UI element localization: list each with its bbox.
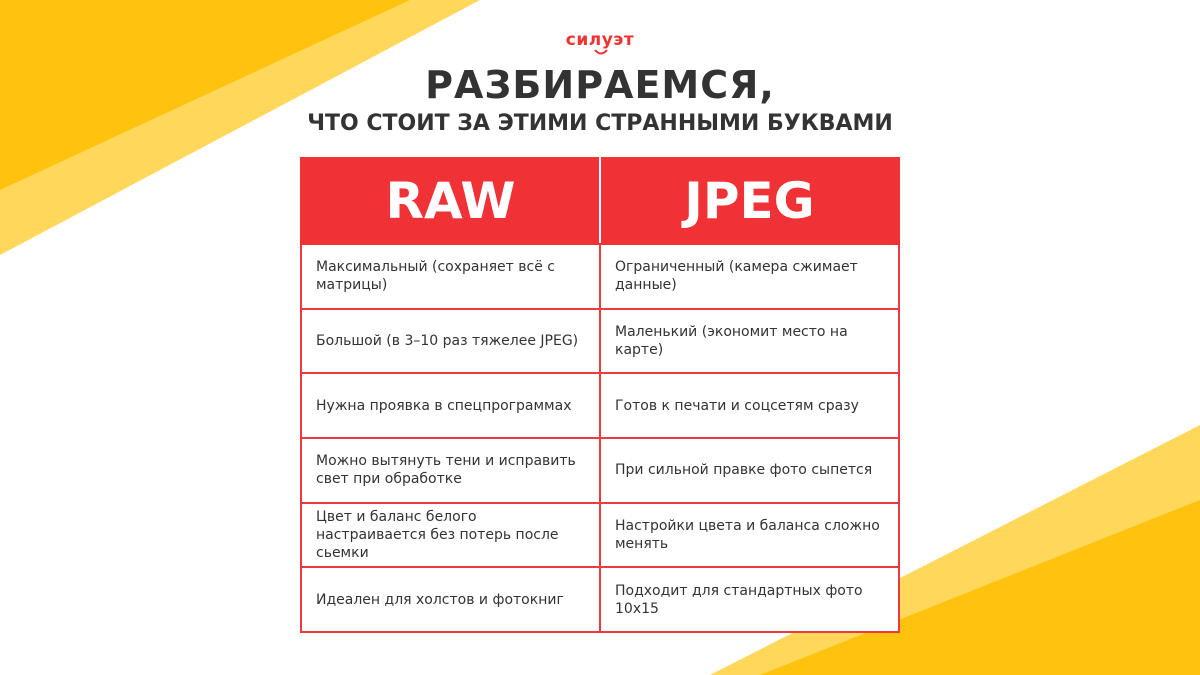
jpeg-cell: Готов к печати и соцсетям сразу [600, 373, 899, 438]
table-row [301, 244, 899, 309]
table-row [301, 567, 899, 632]
raw-cell: Нужна проявка в спецпрограммах [301, 373, 600, 438]
raw-cell: Идеален для холстов и фотокниг [301, 567, 600, 632]
comparison-table [300, 157, 900, 633]
table-row [301, 373, 899, 438]
raw-cell: Можно вытянуть тени и исправить свет при обработке [301, 438, 600, 503]
table-header-row [301, 158, 899, 244]
raw-cell: Максимальный (сохраняет всё с матрицы) [301, 244, 600, 309]
jpeg-cell: Ограниченный (камера сжимает данные) [600, 244, 899, 309]
raw-cell: Большой (в 3–10 раз тяжелее JPEG) [301, 309, 600, 374]
jpeg-cell: Подходит для стандартных фото 10х15 [600, 567, 899, 632]
header-raw: RAW [301, 158, 600, 244]
jpeg-cell: Настройки цвета и баланса сложно менять [600, 503, 899, 568]
page-subtitle: ЧТО СТОИТ ЗА ЭТИМИ СТРАННЫМИ БУКВАМИ [307, 111, 893, 136]
page-title: РАЗБИРАЕМСЯ, [425, 63, 775, 107]
brand-logo: силуэт [565, 30, 635, 50]
table-row [301, 309, 899, 374]
jpeg-cell: При сильной правке фото сыпется [600, 438, 899, 503]
header-jpeg: JPEG [600, 158, 899, 244]
table-row [301, 503, 899, 568]
table-row [301, 438, 899, 503]
raw-cell: Цвет и баланс белого настраивается без потерь после сьемки [301, 503, 600, 568]
jpeg-cell: Маленький (экономит место на карте) [600, 309, 899, 374]
logo-smile-icon [593, 49, 609, 57]
